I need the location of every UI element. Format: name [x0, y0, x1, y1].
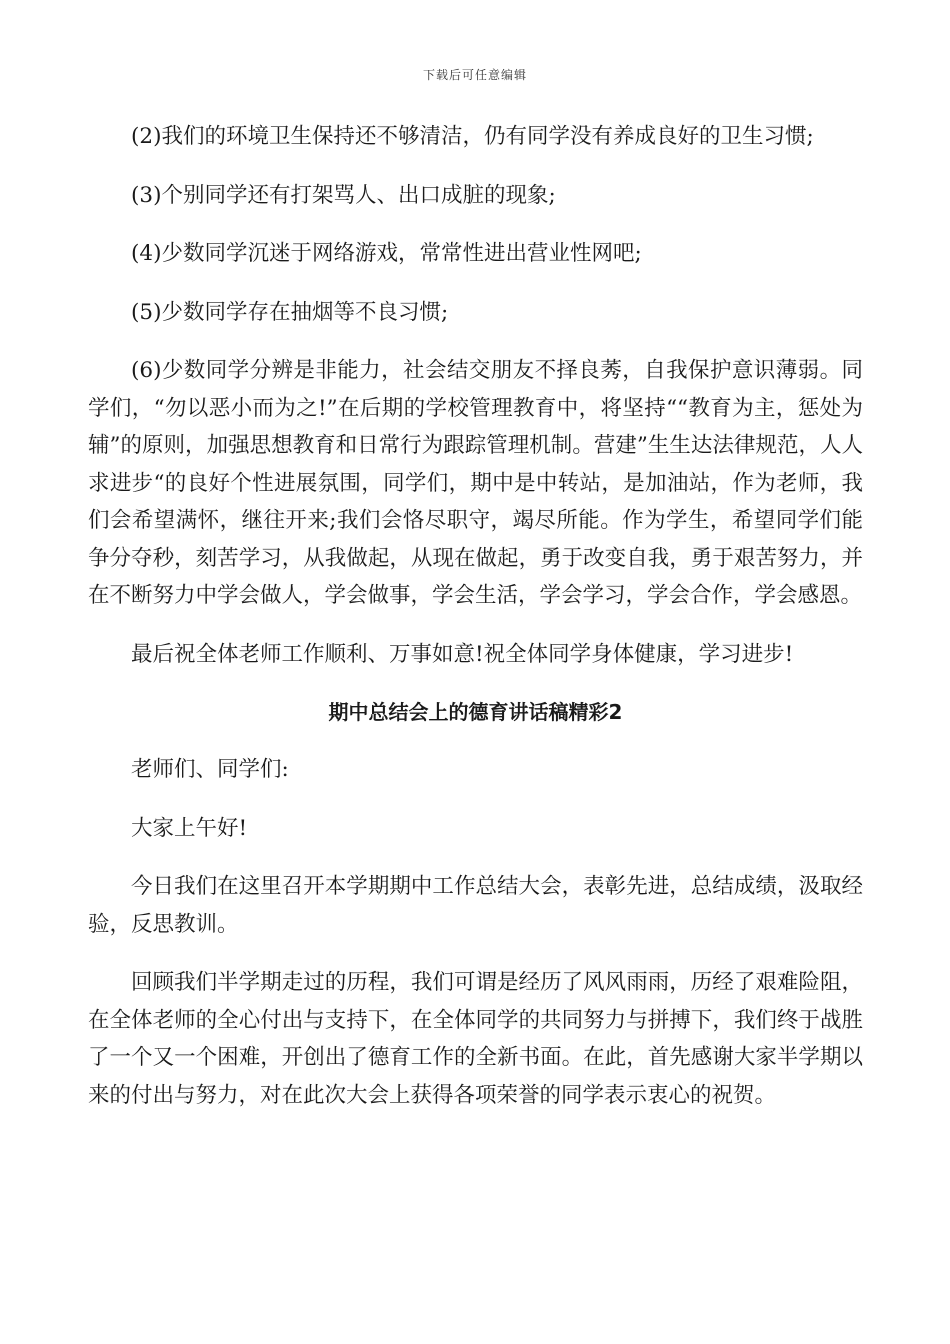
paragraph-item-4: (4)少数同学沉迷于网络游戏，常常性进出营业性网吧; — [131, 241, 642, 266]
header-note: 下载后可任意编辑 — [422, 68, 527, 82]
paragraph-item-3: (3)个别同学还有打架骂人、出口成脏的现象; — [131, 182, 556, 208]
paragraph-item-6: (6)少数同学分辨是非能力，社会结交朋友不择良莠，自我保护意识薄弱。同学们，“勿以恶小而为之!”在后期的学校管理教育中，将坚持““教育为主，惩处为辅”的原则，加强思想教育和日常行为跟踪管理机制。营建”生生达法律规范，人人求进步“的良好个性进展氛围，同学们，期中是中转站，是加油站，作为老师，我们会希望满怀，继往开来;我们会恪尽职守，竭尽所能。作为学生，希望同学们能争分夺秒，刻苦学习，从我做起，从现在做起，勇于改变自我，勇于艰苦努力，并在不断努力中学会做人，学会做事，学会生活，学会学习，学会合作，学会感恩。 — [88, 358, 863, 608]
paragraph-item-2: (2)我们的环境卫生保持还不够清洁，仍有同学没有养成良好的卫生习惯; — [131, 124, 814, 149]
greeting: 老师们、同学们: — [131, 757, 289, 782]
morning-greeting: 大家上午好! — [131, 815, 248, 841]
document-body — [88, 118, 863, 1114]
paragraph-item-5: (5)少数同学存在抽烟等不良习惯; — [131, 299, 449, 325]
section-title: 期中总结会上的德育讲话稿精彩2 — [328, 700, 623, 724]
closing-wishes: 最后祝全体老师工作顺利、万事如意!祝全体同学身体健康，学习进步! — [131, 641, 794, 667]
review-paragraph: 回顾我们半学期走过的历程，我们可谓是经历了风风雨雨，历经了艰难险阻，在全体老师的全心付出与支持下，在全体同学的共同努力与拼搏下，我们终于战胜了一个又一个困难，开创出了德育工作的全新书面。在此，首先感谢大家半学期以来的付出与努力，对在此次大会上获得各项荣誉的同学表示衷心的祝贺。 — [88, 970, 863, 1108]
intro-paragraph: 今日我们在这里召开本学期期中工作总结大会，表彰先进，总结成绩，汲取经验，反思教训。 — [88, 874, 863, 937]
